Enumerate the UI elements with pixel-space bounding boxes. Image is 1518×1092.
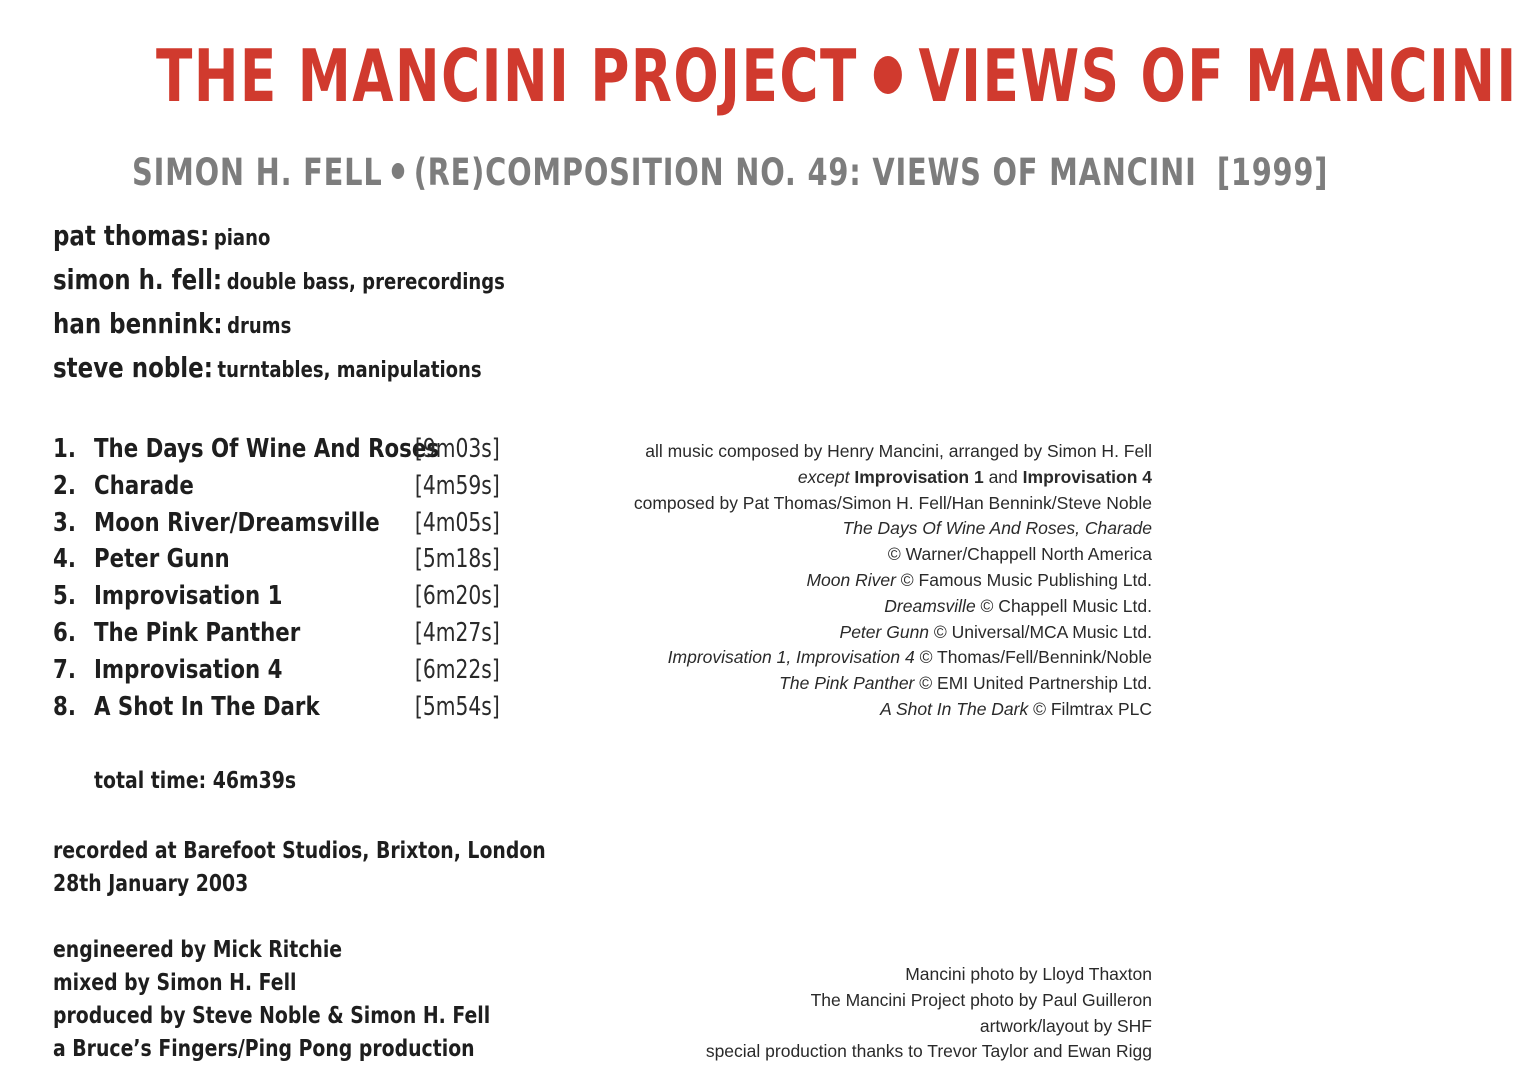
recording-location: recorded at Barefoot Studios, Brixton, London: [53, 838, 546, 864]
track-duration: [4m05s]: [415, 507, 500, 538]
copyright-line: [512, 671, 1152, 697]
song-titles: The Days Of Wine And Roses, Charade: [842, 518, 1152, 539]
track-row: [53, 541, 513, 578]
photo-credit-line: special production thanks to Trevor Taylor and Ewan Rigg: [705, 1041, 1152, 1062]
track-row: [53, 689, 513, 726]
album-name: VIEWS OF MANCINI: [918, 34, 1518, 118]
track-duration: [6m20s]: [415, 581, 500, 612]
copyright-line: [512, 491, 1152, 517]
producer-credit: produced by Steve Noble & Simon H. Fell: [53, 1003, 491, 1029]
musician-instrument: piano: [213, 226, 271, 251]
track-number: 5.: [53, 581, 76, 612]
composition-name: (RE)COMPOSITION NO. 49: VIEWS OF MANCINI: [413, 151, 1197, 194]
recording-date: 28th January 2003: [53, 871, 249, 897]
copyright-notes: [512, 439, 1152, 723]
copyright-line: [512, 439, 1152, 465]
publisher: © Warner/Chappell North America: [887, 544, 1152, 565]
photo-credit-line: The Mancini Project photo by Paul Guilleron: [810, 989, 1152, 1010]
musician-instrument: double bass, prerecordings: [226, 270, 505, 295]
except-word: except: [797, 466, 850, 487]
album-title: [156, 28, 1518, 124]
song-title: Moon River: [806, 569, 896, 590]
band-name: THE MANCINI PROJECT: [156, 34, 858, 118]
publisher: © Famous Music Publishing Ltd.: [900, 569, 1152, 590]
track-title: The Pink Panther: [94, 617, 301, 648]
album-subtitle: [132, 143, 1329, 203]
production-credit: a Bruce’s Fingers/Ping Pong production: [53, 1036, 475, 1062]
copyright-line: [512, 645, 1152, 671]
track-row: [53, 468, 513, 505]
bullet-dot-icon: [874, 56, 902, 94]
photo-credits: [512, 962, 1152, 1065]
publisher: © Universal/MCA Music Ltd.: [933, 621, 1152, 642]
personnel-item: [53, 258, 604, 302]
personnel-item: [53, 214, 604, 258]
track-number: 3.: [53, 507, 76, 538]
track-row: [53, 615, 513, 652]
recording-info: [53, 835, 654, 901]
track-duration: [9m03s]: [415, 434, 500, 464]
total-time: [94, 763, 341, 802]
improv-composers: composed by Pat Thomas/Simon H. Fell/Han Bennink/Steve Noble: [633, 492, 1152, 513]
track-title: Improvisation 1: [94, 581, 283, 612]
arrangement-note: all music composed by Henry Mancini, arranged by Simon H. Fell: [645, 441, 1152, 461]
personnel-item: [53, 302, 604, 346]
mix-credit: mixed by Simon H. Fell: [53, 970, 297, 996]
engineer-credit: engineered by Mick Ritchie: [53, 937, 343, 963]
track-title: Moon River/Dreamsville: [94, 507, 380, 538]
publisher: © Thomas/Fell/Bennink/Noble: [919, 647, 1152, 668]
track-number: 6.: [53, 617, 76, 648]
musician-instrument: turntables, manipulations: [217, 358, 482, 383]
track-number: 4.: [53, 544, 76, 575]
track-title: Improvisation 4: [94, 654, 283, 685]
personnel-item: [53, 346, 604, 390]
track-row: [53, 505, 513, 542]
and-word: and: [988, 466, 1018, 487]
improvisation-1-label: Improvisation 1: [854, 466, 984, 487]
track-title: A Shot In The Dark: [94, 691, 320, 722]
copyright-line: [512, 620, 1152, 646]
track-number: 8.: [53, 691, 76, 722]
track-duration: [4m59s]: [415, 470, 500, 501]
track-duration: [4m27s]: [415, 617, 500, 648]
track-list: [53, 431, 513, 725]
musician-instrument: drums: [227, 314, 292, 339]
musician-name: simon h. fell:: [53, 263, 223, 296]
photo-credit-line: artwork/layout by SHF: [979, 1015, 1152, 1036]
track-number: 1.: [53, 434, 76, 464]
publisher: © Filmtrax PLC: [1033, 698, 1152, 719]
track-duration: [5m54s]: [415, 691, 500, 722]
photo-credit-line: Mancini photo by Lloyd Thaxton: [905, 964, 1152, 984]
song-title: Peter Gunn: [839, 621, 930, 642]
track-number: 7.: [53, 654, 76, 685]
personnel-list: [53, 214, 604, 390]
musician-name: pat thomas:: [53, 219, 210, 252]
track-title: Peter Gunn: [94, 544, 230, 575]
copyright-line: [512, 697, 1152, 723]
track-number: 2.: [53, 470, 76, 501]
composer-name: SIMON H. FELL: [132, 151, 383, 194]
song-title: A Shot In The Dark: [880, 698, 1029, 719]
total-time-label: total time: 46m39s: [94, 768, 297, 794]
musician-name: steve noble:: [53, 351, 213, 384]
track-title: The Days Of Wine And Roses: [94, 434, 440, 464]
publisher: © EMI United Partnership Ltd.: [919, 673, 1152, 694]
song-title: Improvisation 1, Improvisation 4: [667, 647, 915, 668]
track-duration: [6m22s]: [415, 654, 500, 685]
copyright-line: [512, 465, 1152, 491]
bullet-dot-icon: [392, 163, 404, 179]
copyright-line: [512, 542, 1152, 568]
musician-name: han bennink:: [53, 307, 223, 340]
improvisation-4-label: Improvisation 4: [1022, 466, 1152, 487]
track-title: Charade: [94, 470, 194, 501]
copyright-line: [512, 516, 1152, 542]
production-credits: [53, 934, 586, 1066]
track-row: [53, 578, 513, 615]
copyright-line: [512, 594, 1152, 620]
track-row: [53, 652, 513, 689]
copyright-line: [512, 568, 1152, 594]
composition-year: [1999]: [1216, 151, 1329, 194]
publisher: © Chappell Music Ltd.: [980, 595, 1152, 616]
song-title: Dreamsville: [884, 595, 976, 616]
song-title: The Pink Panther: [779, 673, 915, 694]
track-row: [53, 431, 513, 468]
track-duration: [5m18s]: [415, 544, 500, 575]
